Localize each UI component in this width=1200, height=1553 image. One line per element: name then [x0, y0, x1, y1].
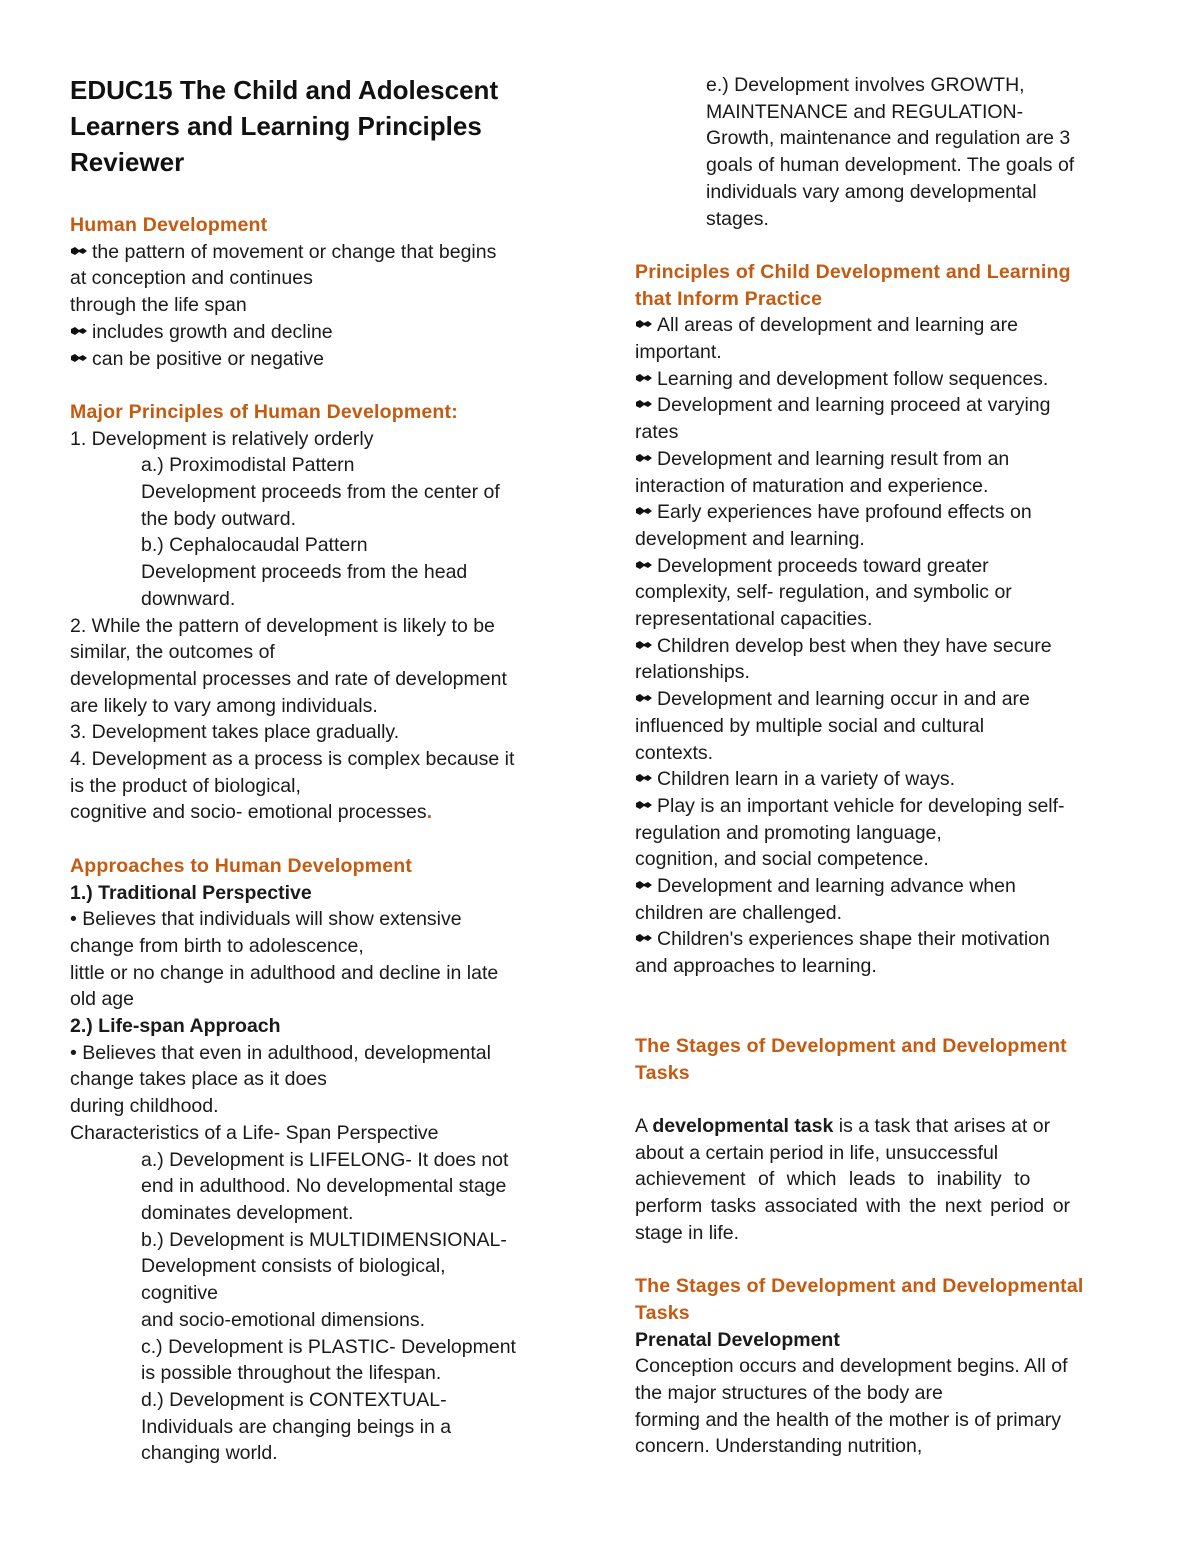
bullet-item [635, 499, 1130, 526]
subheading-prenatal: Prenatal Development [635, 1328, 840, 1351]
text-line: stages. [706, 207, 769, 230]
text-line: perform tasks associated with the next period or [635, 1195, 1071, 1218]
text-line: through the life span [70, 294, 247, 317]
text-line: stage in life. [635, 1221, 740, 1244]
bullet-item [635, 873, 1130, 900]
bullet-text: Development proceeds toward greater [657, 554, 989, 577]
text-line: e.) Development involves GROWTH, [706, 74, 1025, 96]
bullet-text: Development and learning advance when [657, 875, 1016, 898]
bullet-text: Development and learning proceed at varying [657, 394, 1051, 417]
text-line: Development consists of biological, [141, 1255, 446, 1278]
bullet-text: Play is an important vehicle for developing self- [657, 794, 1065, 817]
arrow-bullet-icon [635, 452, 657, 466]
text-line: little or no change in adulthood and decline in late [70, 961, 499, 984]
text-line: concern. Understanding nutrition, [635, 1435, 923, 1458]
bullet-item [635, 766, 1130, 793]
principle-item [635, 312, 1130, 365]
title-line: EDUC15 The Child and Adolescent [70, 75, 499, 105]
section-heading-stages [635, 1033, 1130, 1086]
arrow-bullet-icon [635, 398, 657, 412]
bullet-item [635, 926, 1130, 953]
bullet-text: complexity, self- regulation, and symbolic or [635, 581, 1012, 604]
text-line: are likely to vary among individuals. [70, 694, 378, 717]
bullet-text: children are challenged. [635, 901, 843, 924]
bullet-item [635, 392, 1130, 419]
text-line: 1. Development is relatively orderly [70, 427, 374, 450]
principle-item [635, 686, 1130, 766]
left-column [70, 72, 570, 1467]
arrow-bullet-icon [70, 352, 92, 366]
text-line [635, 659, 1130, 686]
bullet-text: and approaches to learning. [635, 955, 877, 978]
text-line: downward. [141, 587, 236, 610]
text-line [635, 526, 1130, 553]
arrow-bullet-icon [635, 639, 657, 653]
text-line [635, 846, 1130, 873]
text-line: similar, the outcomes of [70, 641, 275, 664]
bullet-item [635, 793, 1130, 820]
text-line [70, 799, 570, 826]
section-heading-human-development: Human Development [70, 214, 268, 236]
text-line: a.) Proximodistal Pattern [141, 454, 355, 477]
bullet-text: relationships. [635, 661, 750, 684]
principle-item [635, 366, 1130, 393]
heading-line: that Inform Practice [635, 287, 823, 310]
text-line [635, 473, 1130, 500]
text-line: Characteristics of a Life- Span Perspective [70, 1121, 439, 1144]
bullet-text: regulation and promoting language, [635, 821, 942, 844]
text-line: old age [70, 988, 134, 1011]
bullet-text: Development and learning result from an [657, 447, 1010, 470]
text-line: a.) Development is LIFELONG- It does not [141, 1148, 509, 1171]
bullet-text: Children's experiences shape their motivation [657, 928, 1050, 951]
text-line [635, 1113, 1130, 1140]
text-line: about a certain period in life, unsuccessful [635, 1141, 999, 1164]
arrow-bullet-icon [70, 325, 92, 339]
principle-item [635, 926, 1130, 979]
text-line: Conception occurs and development begins. All of [635, 1355, 1068, 1378]
bullet-text: development and learning. [635, 527, 865, 550]
principle-item [635, 793, 1130, 873]
bullet-text: rates [635, 421, 679, 444]
text-span: is a task that arises at or [833, 1114, 1051, 1137]
text-line: Individuals are changing beings in a [141, 1415, 452, 1438]
right-column [635, 72, 1130, 1460]
text-line: Development proceeds from the head [141, 561, 468, 584]
text-line [635, 900, 1130, 927]
title-line: Learners and Learning Principles [70, 111, 482, 141]
bullet-text: influenced by multiple social and cultural [635, 714, 985, 737]
text-line: MAINTENANCE and REGULATION- [706, 100, 1024, 123]
section-heading-principles-child [635, 259, 1130, 312]
section-heading-stages-developmental [635, 1273, 1130, 1326]
text-line: change takes place as it does [70, 1068, 327, 1091]
text-line: forming and the health of the mother is of primary [635, 1408, 1061, 1431]
bullet-text: important. [635, 341, 722, 364]
section-heading-approaches: Approaches to Human Development [70, 854, 413, 877]
text-line: b.) Development is MULTIDIMENSIONAL- [141, 1228, 507, 1251]
subheading-traditional: 1.) Traditional Perspective [70, 881, 312, 904]
arrow-bullet-icon [635, 772, 657, 786]
text-line [635, 419, 1130, 446]
text-line: Development proceeds from the center of [141, 481, 500, 504]
text-line: 2. While the pattern of development is likely to be [70, 614, 495, 637]
principle-item [635, 873, 1130, 926]
arrow-bullet-icon [635, 879, 657, 893]
text-line: changing world. [141, 1442, 278, 1465]
text-line [635, 953, 1130, 980]
bullet-text: Children develop best when they have secure [657, 634, 1052, 657]
title-line: Reviewer [70, 147, 185, 177]
text-line: goals of human development. The goals of [706, 154, 1075, 177]
principle-item [635, 766, 1130, 793]
bullet-item [635, 686, 1130, 713]
text-line: cognitive [141, 1282, 218, 1305]
section-heading-major-principles: Major Principles of Human Development: [70, 400, 458, 423]
subheading-lifespan: 2.) Life-span Approach [70, 1015, 281, 1038]
bullet-text: the pattern of movement or change that begins [92, 240, 497, 263]
bullet-text: includes growth and decline [92, 320, 333, 343]
bullet-text: Children learn in a variety of ways. [657, 768, 956, 791]
text-line: dominates development. [141, 1201, 354, 1224]
bullet-item [70, 239, 570, 266]
text-line: 3. Development takes place gradually. [70, 721, 400, 744]
term-bold: developmental task [652, 1114, 834, 1137]
text-line [635, 579, 1130, 606]
bullet-item [70, 319, 570, 346]
text-line: and socio-emotional dimensions. [141, 1308, 425, 1331]
bullet-item [635, 446, 1130, 473]
heading-line: The Stages of Development and Development [635, 1034, 1067, 1057]
text-line [635, 713, 1130, 740]
text-line: at conception and continues [70, 267, 313, 290]
text-line [635, 606, 1130, 633]
principle-item [635, 392, 1130, 445]
principle-item [635, 633, 1130, 686]
bullet-text: representational capacities. [635, 608, 873, 631]
arrow-bullet-icon [635, 799, 657, 813]
arrow-bullet-icon [635, 505, 657, 519]
text-span: . [426, 801, 433, 824]
bullet-text: Early experiences have profound effects on [657, 501, 1032, 524]
bullet-text: contexts. [635, 741, 714, 764]
bullet-text: All areas of development and learning are [657, 314, 1018, 337]
text-line [635, 339, 1130, 366]
text-line: b.) Cephalocaudal Pattern [141, 534, 368, 557]
text-line: achievement of which leads to inability to [635, 1168, 1031, 1191]
bullet-item [70, 346, 570, 373]
document-title [70, 72, 570, 180]
text-line: is the product of biological, [70, 774, 301, 797]
arrow-bullet-icon [635, 932, 657, 946]
bullet-text: cognition, and social competence. [635, 848, 929, 871]
text-line [635, 740, 1130, 767]
arrow-bullet-icon [635, 692, 657, 706]
principle-item [635, 553, 1130, 633]
heading-line: Tasks [635, 1301, 690, 1324]
bullet-item [635, 312, 1130, 339]
heading-line: The Stages of Development and Developmental [635, 1275, 1084, 1298]
arrow-bullet-icon [635, 372, 657, 386]
bullet-text: Development and learning occur in and are [657, 688, 1030, 711]
text-line: during childhood. [70, 1095, 219, 1118]
arrow-bullet-icon [635, 318, 657, 332]
text-line: c.) Development is PLASTIC- Development [141, 1335, 516, 1358]
bullet-text: Learning and development follow sequences. [657, 367, 1049, 390]
arrow-bullet-icon [635, 559, 657, 573]
text-line: d.) Development is CONTEXTUAL- [141, 1388, 447, 1411]
bullet-item [635, 633, 1130, 660]
text-line: developmental processes and rate of development [70, 667, 507, 690]
text-line: change from birth to adolescence, [70, 934, 364, 957]
text-line: individuals vary among developmental [706, 180, 1037, 203]
developmental-task-definition [635, 1113, 1130, 1247]
bullet-item [635, 366, 1130, 393]
text-span: A [635, 1114, 653, 1137]
text-line: the major structures of the body are [635, 1382, 943, 1404]
text-line: • Believes that even in adulthood, developmental [70, 1041, 491, 1064]
arrow-bullet-icon [70, 245, 92, 259]
text-line: Growth, maintenance and regulation are 3 [706, 127, 1071, 150]
bullet-text: interaction of maturation and experience. [635, 474, 989, 497]
text-line: is possible throughout the lifespan. [141, 1362, 442, 1385]
bullet-item [635, 553, 1130, 580]
principle-item [635, 499, 1130, 552]
text-line: end in adulthood. No developmental stage [141, 1175, 507, 1198]
heading-line: Principles of Child Development and Learning [635, 260, 1071, 283]
bullet-text: can be positive or negative [92, 347, 324, 370]
text-line: 4. Development as a process is complex because it [70, 748, 515, 771]
principles-list [635, 312, 1130, 980]
text-line: • Believes that individuals will show extensive [70, 908, 462, 931]
principle-item [635, 446, 1130, 499]
text-line: the body outward. [141, 507, 297, 530]
text-line [635, 820, 1130, 847]
heading-line: Tasks [635, 1061, 690, 1084]
text-span: cognitive and socio- emotional processes [70, 801, 427, 824]
